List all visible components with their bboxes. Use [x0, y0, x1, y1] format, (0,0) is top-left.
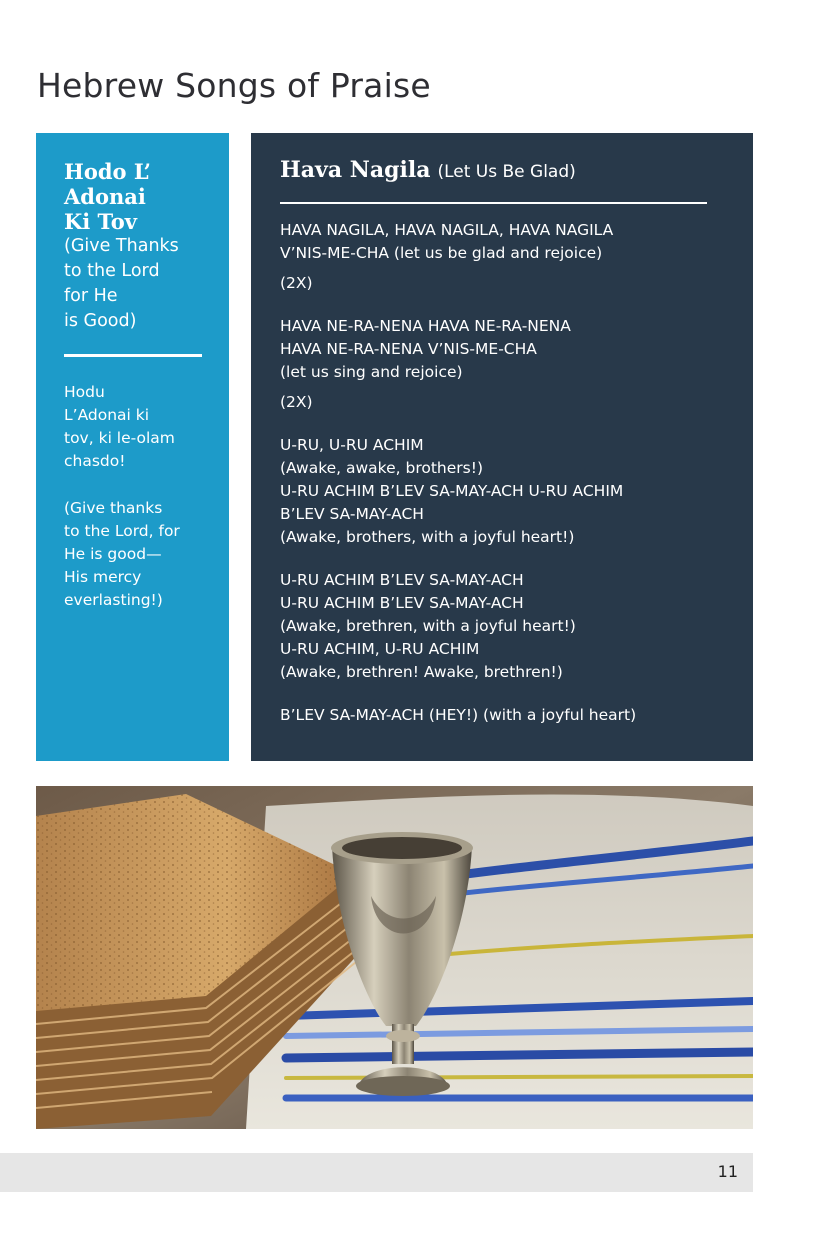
page-footer — [0, 1153, 753, 1192]
page-number: 11 — [717, 1162, 738, 1181]
sidebar-subtitle: (Give Thanks to the Lord for He is Good) — [64, 236, 179, 331]
matzah-kiddush-cup-photo — [36, 786, 753, 1129]
sidebar-panel — [36, 133, 229, 761]
song-title: Hava Nagila — [280, 157, 431, 183]
song-verse: HAVA NAGILA, HAVA NAGILA, HAVA NAGILA V’NIS-ME-CHA (let us be glad and rejoice) — [280, 221, 614, 262]
song-verse: HAVA NE-RA-NENA HAVA NE-RA-NENA HAVA NE-RA-NENA V’NIS-ME-CHA (let us sing and rejoice) — [280, 317, 571, 381]
sidebar-verse-english: (Give thanks to the Lord, for He is good— His mercy everlasting!) — [64, 499, 180, 609]
song-header — [280, 155, 724, 187]
page-title: Hebrew Songs of Praise — [37, 66, 431, 105]
song-repeat: (2X) — [280, 274, 313, 292]
song-verse: U-RU ACHIM B’LEV SA-MAY-ACH U-RU ACHIM B’LEV SA-MAY-ACH (Awake, brethren, with a joyful heart!) U-RU ACHIM, U-RU ACHIM (Awake, brethren! Awake, brethren!) — [280, 571, 576, 681]
song-verse: B’LEV SA-MAY-ACH (HEY!) (with a joyful heart) — [280, 706, 637, 724]
sidebar-title: Hodo L’ Adonai Ki Tov — [64, 159, 151, 234]
sidebar-verse-hebrew: Hodu L’Adonai ki tov, ki le-olam chasdo! — [64, 383, 175, 470]
song-verse: U-RU, U-RU ACHIM (Awake, awake, brothers!) U-RU ACHIM B’LEV SA-MAY-ACH U-RU ACHIM B’LEV SA-MAY-ACH (Awake, brothers, with a joyful heart!) — [280, 436, 624, 546]
song-panel — [251, 133, 753, 761]
sidebar-divider — [64, 354, 202, 357]
song-subtitle: (Let Us Be Glad) — [437, 162, 576, 182]
song-divider — [280, 202, 707, 204]
song-repeat: (2X) — [280, 393, 313, 411]
